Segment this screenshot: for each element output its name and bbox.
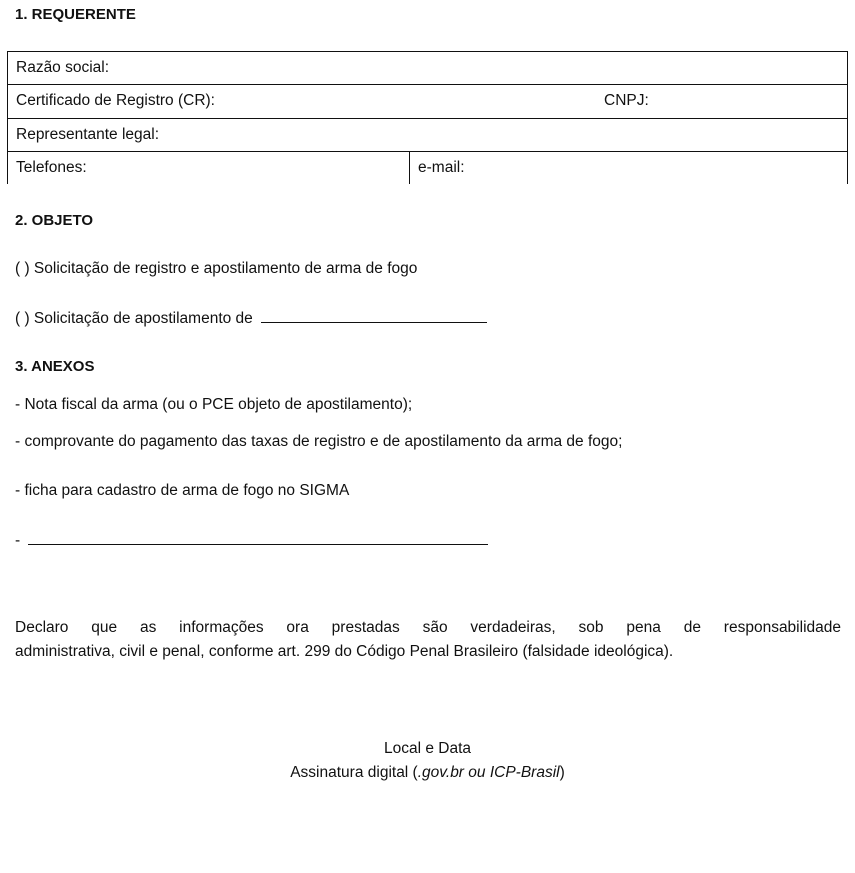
list-item-blank[interactable] — [15, 531, 488, 550]
option-apostilamento[interactable] — [15, 309, 487, 328]
assinatura-suffix: ) — [559, 764, 565, 781]
apostilamento-blank-line[interactable] — [261, 309, 487, 323]
list-item: - Nota fiscal da arma (ou o PCE objeto de apostilamento); — [15, 396, 413, 413]
list-item: - comprovante do pagamento das taxas de registro e de apostilamento da arma de fogo; — [15, 433, 623, 450]
telefones-field[interactable]: Telefones: — [8, 151, 410, 184]
declaration-paragraph — [15, 616, 841, 664]
table-row — [8, 85, 848, 118]
assinatura-italic: .gov.br ou ICP-Brasil — [417, 764, 560, 781]
cnpj-field-label: CNPJ: — [604, 92, 649, 110]
section-requerente-title: 1. REQUERENTE — [15, 6, 136, 23]
assinatura-digital-label — [0, 764, 855, 782]
local-data-label: Local e Data — [383, 740, 472, 757]
list-item: - ficha para cadastro de arma de fogo no SIGMA — [15, 482, 350, 499]
option-registro-apostilamento[interactable]: ( ) Solicitação de registro e apostilamento de arma de fogo — [15, 260, 418, 277]
option-apostilamento-label: ( ) Solicitação de apostilamento de — [15, 310, 253, 327]
requerente-table — [7, 51, 848, 184]
declaration-line-2: administrativa, civil e penal, conforme art. 299 do Código Penal Brasileiro (falsidade ideológica). — [15, 643, 674, 660]
representante-legal-field[interactable]: Representante legal: — [8, 118, 848, 151]
table-row — [8, 151, 848, 184]
declaration-line-1: Declaro que as informações ora prestadas são verdadeiras, sob pena de responsabilidade — [15, 619, 841, 636]
cr-field-label: Certificado de Registro (CR): — [16, 92, 215, 110]
assinatura-prefix: Assinatura digital ( — [290, 764, 418, 781]
email-field[interactable]: e-mail: — [410, 151, 848, 184]
section-anexos-title: 3. ANEXOS — [15, 358, 95, 375]
cr-cnpj-row[interactable] — [8, 85, 848, 118]
razao-social-field[interactable]: Razão social: — [8, 52, 848, 85]
table-row — [8, 52, 848, 85]
anexo-blank-line[interactable] — [28, 531, 488, 545]
list-item-dash: - — [15, 532, 21, 549]
section-objeto-title: 2. OBJETO — [15, 212, 94, 229]
table-row — [8, 118, 848, 151]
